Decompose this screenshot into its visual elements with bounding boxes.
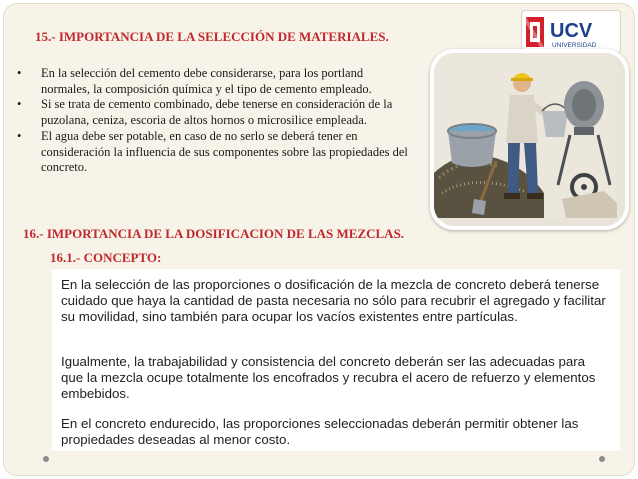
bullet-text: En la selección del cemento debe considerarse, para los portland normales, la composición química y el tipo de cemento empleado. — [41, 66, 372, 96]
list-item — [15, 97, 415, 128]
list-item — [15, 66, 415, 97]
bullet-icon: • — [17, 66, 22, 80]
materials-bullet-list — [15, 66, 415, 176]
ucv-logo — [521, 10, 621, 54]
section-16-title: 16.- IMPORTANCIA DE LA DOSIFICACION DE LAS MEZCLAS. — [23, 226, 405, 241]
bullet-text: Si se trata de cemento combinado, debe tenerse en consideración de la puzolana, ceniza, escoria de altos hornos o microsilice empleada. — [41, 97, 393, 128]
concept-paragraph-3: En el concreto endurecido, las proporciones seleccionadas deberán permitir obtener las propiedades deseadas al menor costo. — [61, 416, 579, 447]
bullet-icon: • — [17, 128, 22, 143]
concept-text-box — [52, 269, 620, 451]
corner-dot-right — [599, 456, 605, 462]
bullet-icon: • — [17, 97, 22, 112]
list-item — [15, 129, 415, 176]
logo-subtext: UNIVERSIDAD — [552, 42, 597, 49]
worker-mixer-image — [434, 53, 617, 218]
ucv-logo-mark — [522, 11, 620, 53]
section-16-1-subtitle: 16.1.- CONCEPTO: — [50, 250, 162, 265]
slide — [3, 3, 635, 476]
logo-text: UCV — [550, 20, 593, 42]
corner-dot-left — [43, 456, 49, 462]
concept-paragraph-2: Igualmente, la trabajabilidad y consistencia del concreto deberán ser las adecuadas para que la mezcla ocupe totalmente los encofrados y recubra el acero de refuerzo y elementos embebidos. — [61, 354, 596, 401]
concrete-worker-illustration — [430, 49, 629, 230]
section-15-title: 15.- IMPORTANCIA DE LA SELECCIÓN DE MATERIALES. — [35, 29, 389, 44]
bullet-text: El agua debe ser potable, en caso de no serlo se deberá tener en consideración la influencia de sus componentes sobre las propiedades del concreto. — [41, 128, 408, 175]
concept-paragraph-1: En la selección de las proporciones o dosificación de la mezcla de concreto deberá tenerse cuidado que haya la cantidad de pasta necesaria no sólo para recubrir el agregado y facilitar su movilidad, sino también para ocupar los vacíos existentes entre partículas. — [61, 277, 606, 324]
